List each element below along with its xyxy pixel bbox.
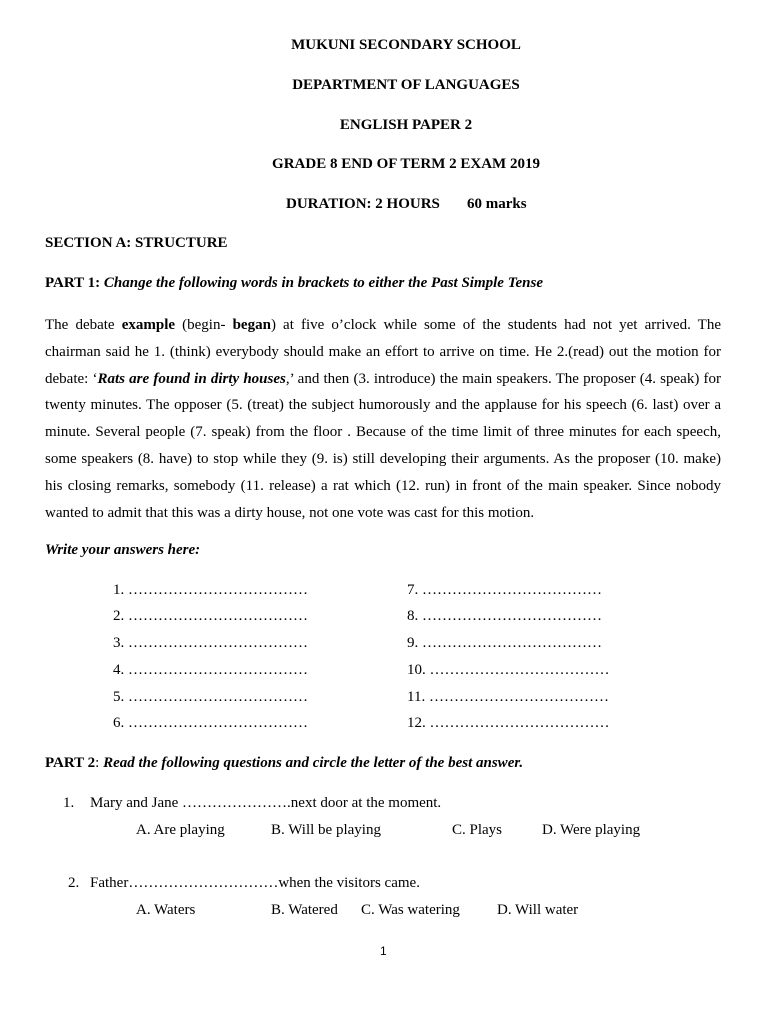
question-number: 2. <box>68 875 80 891</box>
marks-text: 60 marks <box>467 196 527 212</box>
answer-line[interactable]: 5. ……………………………… <box>113 689 308 705</box>
answer-line[interactable]: 11. ……………………………… <box>407 689 609 705</box>
option-b[interactable]: B. Will be playing <box>271 822 381 838</box>
part1-heading: PART 1: Change the following words in brackets to either the Past Simple Tense <box>45 275 543 291</box>
answer-line[interactable]: 1. ……………………………… <box>113 582 308 598</box>
answer-line[interactable]: 10. ……………………………… <box>407 662 610 678</box>
option-c[interactable]: C. Was watering <box>361 902 460 918</box>
section-title: SECTION A: STRUCTURE <box>45 235 228 251</box>
question-number: 1. <box>63 795 75 811</box>
school-name: MUKUNI SECONDARY SCHOOL <box>291 37 521 53</box>
part2-instruction: Read the following questions and circle the letter of the best answer. <box>103 755 524 771</box>
answer-line[interactable]: 8. ……………………………… <box>407 608 602 624</box>
answer-line[interactable]: 3. ……………………………… <box>113 635 308 651</box>
answers-heading: Write your answers here: <box>45 542 201 558</box>
answer-line[interactable]: 2. ……………………………… <box>113 608 308 624</box>
question-stem: Father…………………………when the visitors came. <box>90 875 420 891</box>
option-c[interactable]: C. Plays <box>452 822 503 838</box>
part2-heading: PART 2: Read the following questions and circle the letter of the best answer. <box>45 755 524 771</box>
option-a[interactable]: A. Are playing <box>136 822 225 838</box>
page-number: 1 <box>380 944 387 958</box>
option-d[interactable]: D. Were playing <box>542 822 641 838</box>
answer-line[interactable]: 12. ……………………………… <box>407 715 610 731</box>
answer-line[interactable]: 6. ……………………………… <box>113 715 308 731</box>
exam-title: GRADE 8 END OF TERM 2 EXAM 2019 <box>272 156 540 172</box>
department-name: DEPARTMENT OF LANGUAGES <box>292 77 520 93</box>
answer-line[interactable]: 9. ……………………………… <box>407 635 602 651</box>
paper-title: ENGLISH PAPER 2 <box>339 117 473 133</box>
part2-label: PART 2 <box>45 755 96 771</box>
answer-line[interactable]: 7. ……………………………… <box>407 582 602 598</box>
duration-text: DURATION: 2 HOURS <box>286 196 440 212</box>
part1-label: PART 1 <box>45 275 96 291</box>
option-d[interactable]: D. Will water <box>497 902 579 918</box>
option-b[interactable]: B. Watered <box>271 902 338 918</box>
option-a[interactable]: A. Waters <box>136 902 196 918</box>
part1-instruction: Change the following words in brackets to either the Past Simple Tense <box>103 275 543 291</box>
answer-line[interactable]: 4. ……………………………… <box>113 662 308 678</box>
part1-passage: The debate example (begin- began) at five o’clock while some of the students had not yet arrived. The chairman said he 1. (think) everybody should make an effort to arrive on time. He 2.(read) out the motion for debate: ‘Rats are found in dirty houses,’ and then (3. introduce) the main speakers. The proposer (4. speak) for twenty minutes. The opposer (5. (treat) the subject humorously and the applause for his speech (6. last) over a minute. Several people (7. speak) from the floor . Because of the time limit of three minutes for each speech, some speakers (8. have) to stop while they (9. is) still developing their arguments. As the proposer (10. make) his closing remarks, somebody (11. release) a rat which (12. run) in front of the main speaker. Since nobody wanted to admit that this was a dirty house, not one vote was cast for this motion. <box>45 317 721 521</box>
question-stem: Mary and Jane ………………….next door at the moment. <box>90 795 442 811</box>
